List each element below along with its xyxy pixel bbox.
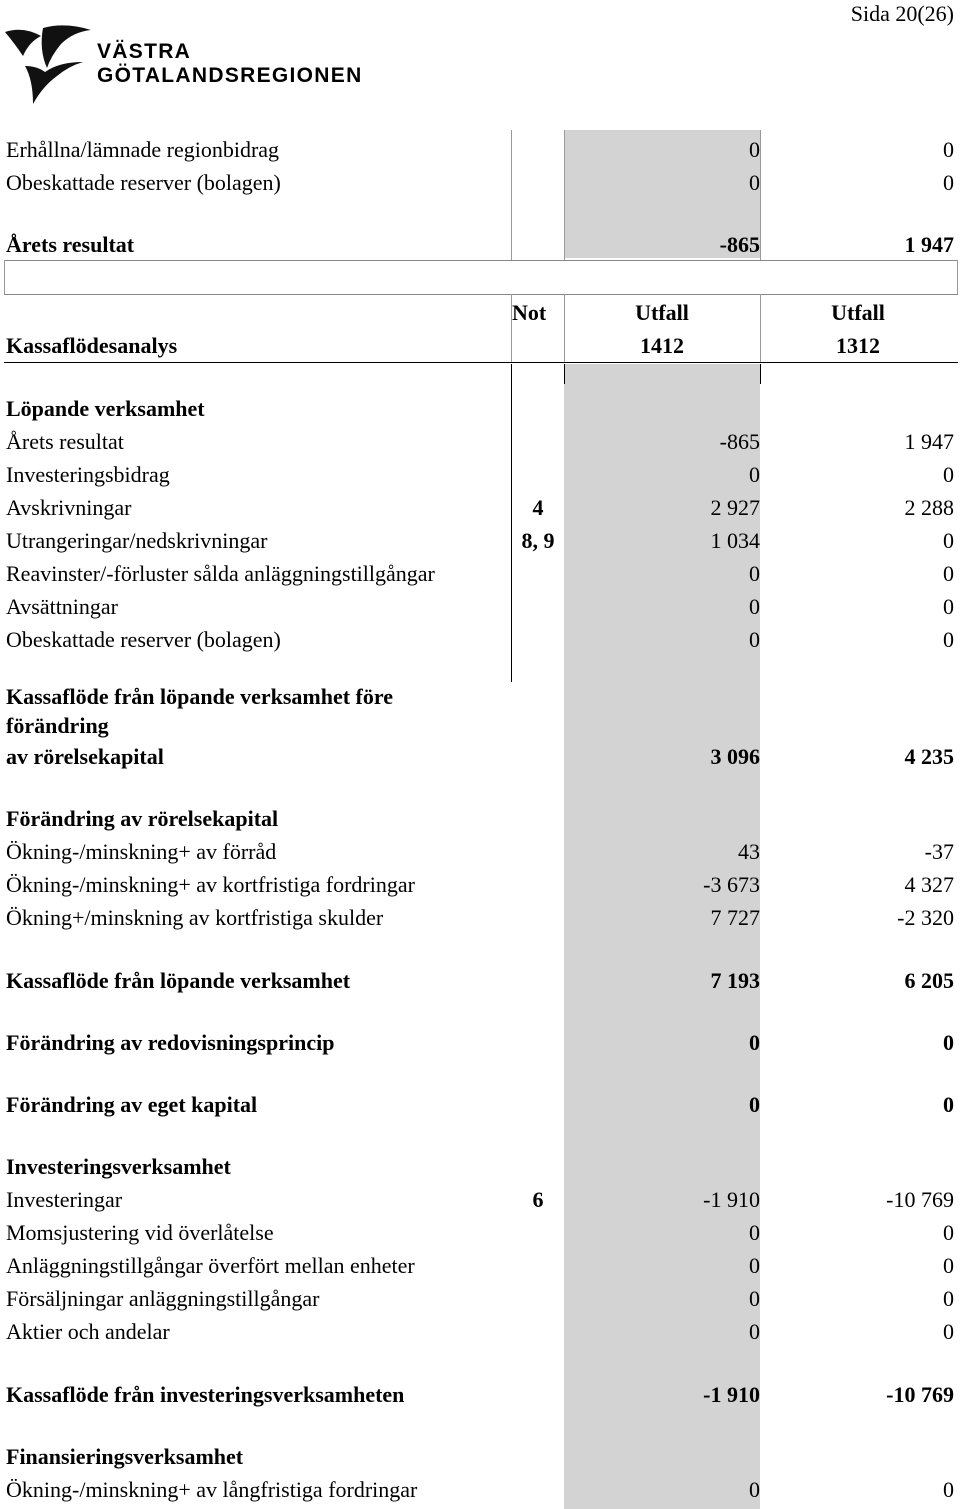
row-value-1412: -865 bbox=[719, 232, 760, 257]
row-value-1412: 0 bbox=[749, 1477, 760, 1502]
row-label: Investeringsverksamhet bbox=[6, 1154, 231, 1179]
column-header-1412-line1: Utfall bbox=[635, 300, 689, 325]
row-label: Investeringsbidrag bbox=[6, 462, 170, 487]
row-value-1412: 0 bbox=[749, 1092, 760, 1117]
row-label: Utrangeringar/nedskrivningar bbox=[6, 528, 268, 553]
row-label: förändring bbox=[6, 713, 109, 738]
row-value-1412: 7 193 bbox=[710, 968, 760, 993]
row-value-1312: 2 288 bbox=[904, 495, 954, 520]
cashflow-row bbox=[0, 1218, 960, 1248]
row-value-1312: 0 bbox=[943, 1477, 954, 1502]
row-value-1412: 0 bbox=[749, 1220, 760, 1245]
row-label: Ökning-/minskning+ av kortfristiga fordringar bbox=[6, 872, 415, 897]
note-column-header: Not bbox=[512, 300, 547, 325]
row-value-1412: 0 bbox=[749, 627, 760, 652]
row-value-1412: 43 bbox=[738, 839, 760, 864]
row-label: Finansieringsverksamhet bbox=[6, 1444, 244, 1469]
cashflow-row bbox=[0, 559, 960, 589]
row-label: Årets resultat bbox=[6, 429, 124, 454]
row-value-1412: -1 910 bbox=[703, 1187, 760, 1212]
cashflow-row bbox=[0, 1185, 960, 1215]
row-value-1312: 0 bbox=[943, 1319, 954, 1344]
row-value-1412: 7 727 bbox=[710, 905, 760, 930]
cashflow-row bbox=[0, 870, 960, 900]
row-label: Ökning+/minskning av kortfristiga skulder bbox=[6, 905, 384, 930]
row-label: Aktier och andelar bbox=[6, 1319, 170, 1344]
row-label: Förändring av rörelsekapital bbox=[6, 806, 279, 831]
cashflow-row bbox=[0, 1317, 960, 1347]
row-label: Obeskattade reserver (bolagen) bbox=[6, 627, 281, 652]
row-label: Förändring av eget kapital bbox=[6, 1092, 258, 1117]
row-value-1312: 0 bbox=[943, 1220, 954, 1245]
row-value-1412: 0 bbox=[749, 1030, 760, 1055]
page-number: Sida 20(26) bbox=[850, 1, 954, 26]
row-value-1312: 0 bbox=[943, 1253, 954, 1278]
row-label: Avsättningar bbox=[6, 594, 119, 619]
cashflow-row bbox=[0, 1090, 960, 1120]
row-value-1312: 0 bbox=[943, 528, 954, 553]
row-label: Reavinster/-förluster sålda anläggningstillgångar bbox=[6, 561, 435, 586]
row-note: 6 bbox=[532, 1187, 544, 1212]
row-value-1312: -10 769 bbox=[886, 1187, 954, 1212]
row-label: Ökning-/minskning+ av förråd bbox=[6, 839, 277, 864]
row-label: Obeskattade reserver (bolagen) bbox=[6, 170, 281, 195]
cashflow-row bbox=[0, 682, 960, 712]
row-value-1312: 0 bbox=[943, 1286, 954, 1311]
section-title: Kassaflödesanalys bbox=[6, 333, 178, 358]
row-label: Avskrivningar bbox=[6, 495, 132, 520]
cashflow-row bbox=[0, 493, 960, 523]
row-label: Ökning-/minskning+ av långfristiga fordringar bbox=[6, 1477, 418, 1502]
row-value-1412: 0 bbox=[749, 137, 760, 162]
row-label: Förändring av redovisningsprincip bbox=[6, 1030, 335, 1055]
cashflow-row bbox=[0, 1442, 960, 1472]
row-label: Löpande verksamhet bbox=[6, 396, 205, 421]
cashflow-row bbox=[0, 1284, 960, 1314]
row-label: Investeringar bbox=[6, 1187, 123, 1212]
column-header-1412-line2: 1412 bbox=[640, 333, 684, 358]
row-value-1312: 1 947 bbox=[904, 232, 954, 257]
row-value-1312: 0 bbox=[943, 561, 954, 586]
row-note: 4 bbox=[532, 495, 544, 520]
row-value-1312: 1 947 bbox=[904, 429, 954, 454]
cashflow-row bbox=[0, 1028, 960, 1058]
row-value-1412: -865 bbox=[719, 429, 760, 454]
cashflow-row bbox=[0, 592, 960, 622]
row-value-1412: 0 bbox=[749, 561, 760, 586]
row-value-1412: 2 927 bbox=[710, 495, 760, 520]
cashflow-row bbox=[0, 625, 960, 655]
cashflow-row bbox=[0, 1152, 960, 1182]
cashflow-row bbox=[0, 903, 960, 933]
row-value-1312: 0 bbox=[943, 1030, 954, 1055]
row-value-1412: 0 bbox=[749, 170, 760, 195]
cashflow-row bbox=[0, 427, 960, 457]
row-note: 8, 9 bbox=[521, 528, 555, 553]
row-label: av rörelsekapital bbox=[6, 744, 164, 769]
row-label: Kassaflöde från investeringsverksamheten bbox=[6, 1382, 405, 1407]
row-label: Årets resultat bbox=[6, 232, 135, 257]
row-value-1412: 0 bbox=[749, 594, 760, 619]
cashflow-row bbox=[0, 394, 960, 424]
cashflow-row bbox=[0, 1380, 960, 1410]
cashflow-row bbox=[0, 460, 960, 490]
cashflow-row bbox=[0, 526, 960, 556]
cashflow-row bbox=[0, 711, 960, 741]
logo-line-1: VÄSTRA bbox=[97, 40, 192, 63]
row-value-1312: 4 327 bbox=[904, 872, 954, 897]
row-label: Försäljningar anläggningstillgångar bbox=[6, 1286, 320, 1311]
row-value-1312: 0 bbox=[943, 627, 954, 652]
row-value-1412: 0 bbox=[749, 1253, 760, 1278]
column-header-1312-line2: 1312 bbox=[836, 333, 880, 358]
row-value-1312: 0 bbox=[943, 462, 954, 487]
row-label: Kassaflöde från löpande verksamhet bbox=[6, 968, 351, 993]
cashflow-row bbox=[0, 804, 960, 834]
row-value-1312: 0 bbox=[943, 170, 954, 195]
column-header-1312-line1: Utfall bbox=[831, 300, 885, 325]
row-label: Anläggningstillgångar överfört mellan enheter bbox=[6, 1253, 415, 1278]
row-value-1312: 0 bbox=[943, 594, 954, 619]
row-value-1312: 6 205 bbox=[904, 968, 954, 993]
logo-line-2: GÖTALANDSREGIONEN bbox=[97, 64, 363, 87]
cashflow-row bbox=[0, 966, 960, 996]
row-value-1312: 4 235 bbox=[904, 744, 954, 769]
row-label: Kassaflöde från löpande verksamhet före bbox=[6, 684, 394, 709]
row-value-1412: 0 bbox=[749, 462, 760, 487]
row-value-1412: 3 096 bbox=[710, 744, 760, 769]
row-value-1412: 0 bbox=[749, 1319, 760, 1344]
row-value-1312: -10 769 bbox=[886, 1382, 954, 1407]
row-value-1312: -2 320 bbox=[897, 905, 954, 930]
row-value-1312: 0 bbox=[943, 1092, 954, 1117]
row-value-1312: 0 bbox=[943, 137, 954, 162]
cashflow-row bbox=[0, 837, 960, 867]
row-label: Erhållna/lämnade regionbidrag bbox=[6, 137, 280, 162]
row-value-1412: 0 bbox=[749, 1286, 760, 1311]
row-value-1412: -1 910 bbox=[703, 1382, 760, 1407]
cashflow-row bbox=[0, 742, 960, 772]
cashflow-row bbox=[0, 1475, 960, 1505]
row-label: Momsjustering vid överlåtelse bbox=[6, 1220, 274, 1245]
cashflow-row bbox=[0, 1251, 960, 1281]
row-value-1412: -3 673 bbox=[703, 872, 760, 897]
row-value-1312: -37 bbox=[924, 839, 954, 864]
row-value-1412: 1 034 bbox=[710, 528, 760, 553]
